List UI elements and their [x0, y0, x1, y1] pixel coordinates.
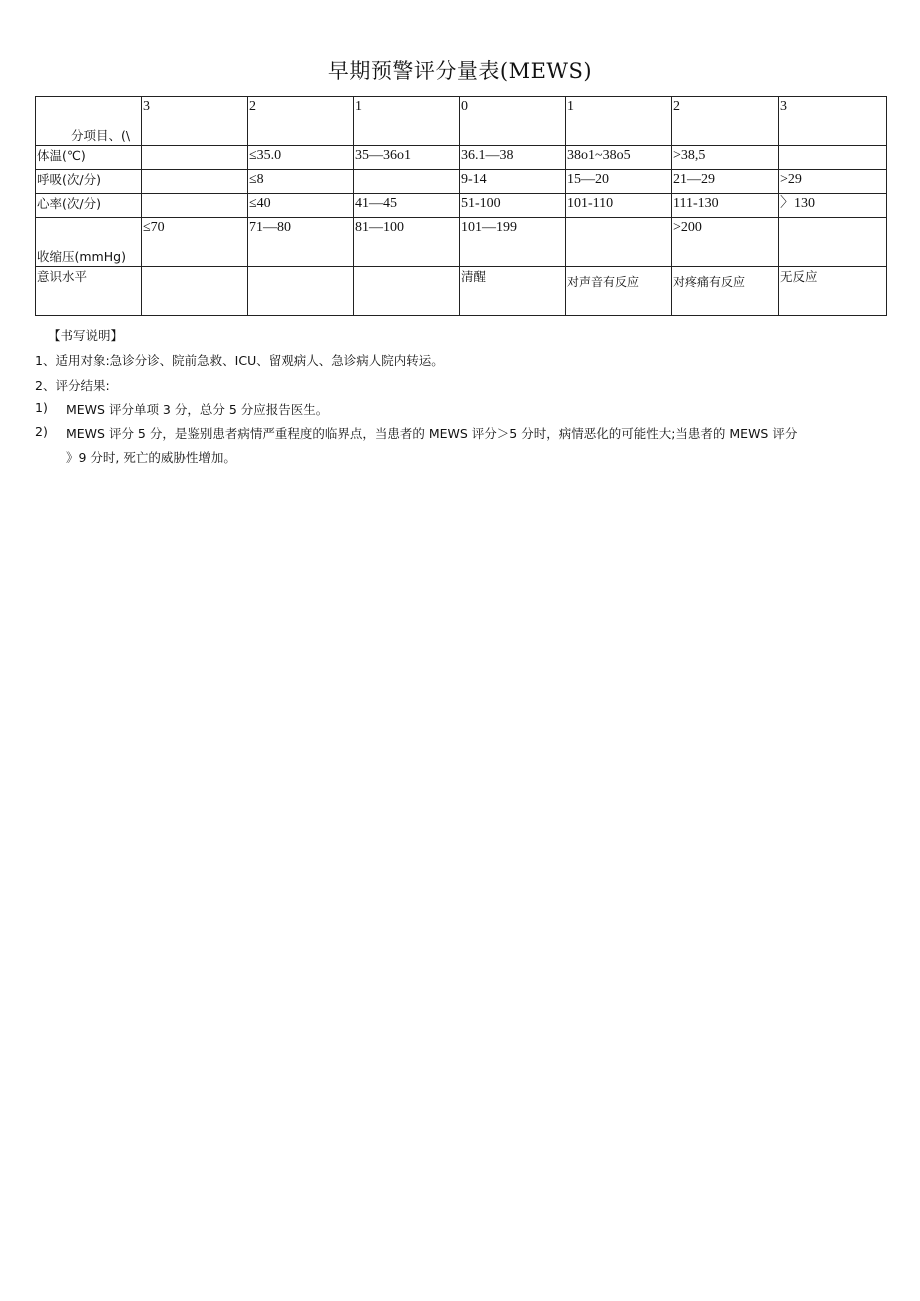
note-item-continuation: 》9 分时, 死亡的威胁性增加。 [66, 450, 236, 465]
table-cell: 101-110 [566, 194, 672, 218]
table-cell: 对声音有反应 [566, 267, 672, 316]
corner-cell [36, 97, 142, 146]
score-header: 3 [779, 97, 887, 146]
row-label: 体温(℃) [36, 146, 142, 170]
score-header: 2 [248, 97, 354, 146]
table-cell: 81—100 [354, 218, 460, 267]
table-cell: 41—45 [354, 194, 460, 218]
score-header: 1 [354, 97, 460, 146]
table-cell [248, 267, 354, 316]
table-cell: ≤40 [248, 194, 354, 218]
table-cell [779, 218, 887, 267]
note-item-text: MEWS 评分 5 分，是鉴别患者病情严重程度的临界点，当患者的 MEWS 评分＞5 分时，病情恶化的可能性大;当患者的 MEWS 评分 [66, 426, 798, 441]
table-cell: >200 [672, 218, 779, 267]
table-cell: ≤35.0 [248, 146, 354, 170]
note-item-number: 1) [35, 400, 48, 415]
note-item-number: 2) [35, 424, 48, 439]
note-line: 2、评分结果: [35, 378, 110, 393]
table-row-respiration [36, 170, 887, 194]
table-cell [142, 170, 248, 194]
row-label: 呼吸(次/分) [36, 170, 142, 194]
table-cell [354, 170, 460, 194]
table-cell: 51-100 [460, 194, 566, 218]
table-cell: 无反应 [779, 267, 887, 316]
score-header: 2 [672, 97, 779, 146]
table-cell [142, 146, 248, 170]
score-header: 0 [460, 97, 566, 146]
table-cell: ≤8 [248, 170, 354, 194]
table-cell: 71—80 [248, 218, 354, 267]
table-cell: 35—36o1 [354, 146, 460, 170]
table-cell [142, 194, 248, 218]
table-cell: 〉130 [779, 194, 887, 218]
table-cell: 101—199 [460, 218, 566, 267]
score-header: 1 [566, 97, 672, 146]
row-label: 收缩压(mmHg) [37, 249, 126, 264]
table-cell: >38,5 [672, 146, 779, 170]
row-label: 意识水平 [36, 267, 142, 316]
table-cell: ≤70 [142, 218, 248, 267]
page-title: 早期预警评分量表(MEWS) [327, 59, 593, 83]
notes-heading: 【书写说明】 [48, 328, 124, 343]
table-row-heart-rate [36, 194, 887, 218]
table-cell [566, 218, 672, 267]
table-cell: 38o1~38o5 [566, 146, 672, 170]
table-row-temperature [36, 146, 887, 170]
mews-score-table [35, 96, 887, 316]
corner-label: 分项目、(\ [71, 128, 131, 143]
note-line: 1、适用对象:急诊分诊、院前急救、ICU、留观病人、急诊病人院内转运。 [35, 353, 444, 368]
table-cell [142, 267, 248, 316]
table-cell [779, 146, 887, 170]
note-item-text: MEWS 评分单项 3 分，总分 5 分应报告医生。 [66, 402, 329, 417]
table-cell: 清醒 [460, 267, 566, 316]
table-cell: 9-14 [460, 170, 566, 194]
score-header: 3 [142, 97, 248, 146]
table-cell [354, 267, 460, 316]
table-cell: 15—20 [566, 170, 672, 194]
table-cell: >29 [779, 170, 887, 194]
table-cell: 对疼痛有反应 [672, 267, 779, 316]
table-cell: 21—29 [672, 170, 779, 194]
table-header-row [36, 97, 887, 146]
table-cell: 36.1—38 [460, 146, 566, 170]
table-cell: 111-130 [672, 194, 779, 218]
table-row-systolic-pressure [36, 218, 887, 267]
table-row-consciousness [36, 267, 887, 316]
row-label-cell [36, 218, 142, 267]
row-label: 心率(次/分) [36, 194, 142, 218]
